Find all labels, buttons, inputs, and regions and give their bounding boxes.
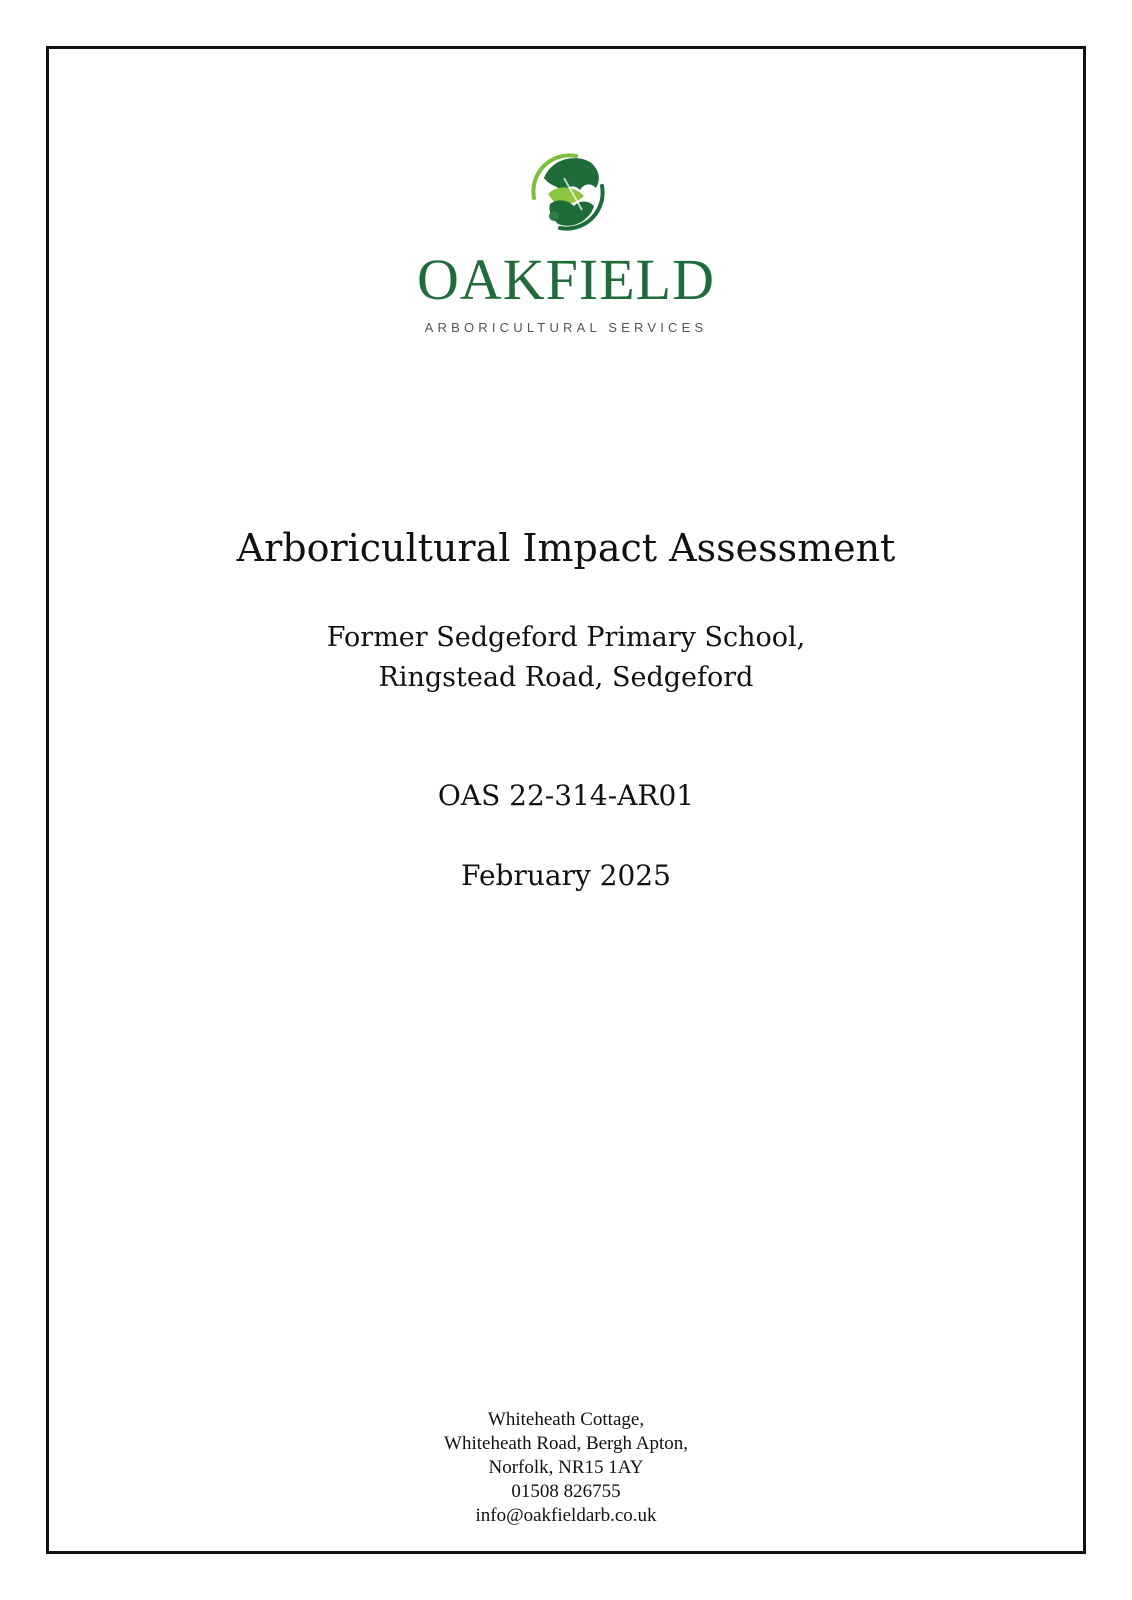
- document-reference: OAS 22-314-AR01: [437, 779, 695, 812]
- document-date: February 2025: [461, 859, 671, 892]
- contact-block: [0, 1408, 1132, 1528]
- email-address: info@oakfieldarb.co.uk: [475, 1505, 657, 1526]
- document-title: Arboricultural Impact Assessment: [236, 526, 896, 570]
- phone-number: 01508 826755: [511, 1481, 621, 1502]
- oak-leaf-logo-icon: [524, 148, 612, 236]
- site-line-2: Ringstead Road, Sedgeford: [378, 662, 754, 693]
- address-line-3: Norfolk, NR15 1AY: [488, 1457, 644, 1478]
- site-address: [0, 618, 1132, 698]
- site-line-1: Former Sedgeford Primary School,: [326, 622, 806, 653]
- address-line-2: Whiteheath Road, Bergh Apton,: [444, 1433, 688, 1454]
- address-line-1: Whiteheath Cottage,: [487, 1409, 645, 1430]
- company-tagline: ARBORICULTURAL SERVICES: [424, 320, 708, 335]
- company-wordmark: OAKFIELD: [417, 247, 715, 312]
